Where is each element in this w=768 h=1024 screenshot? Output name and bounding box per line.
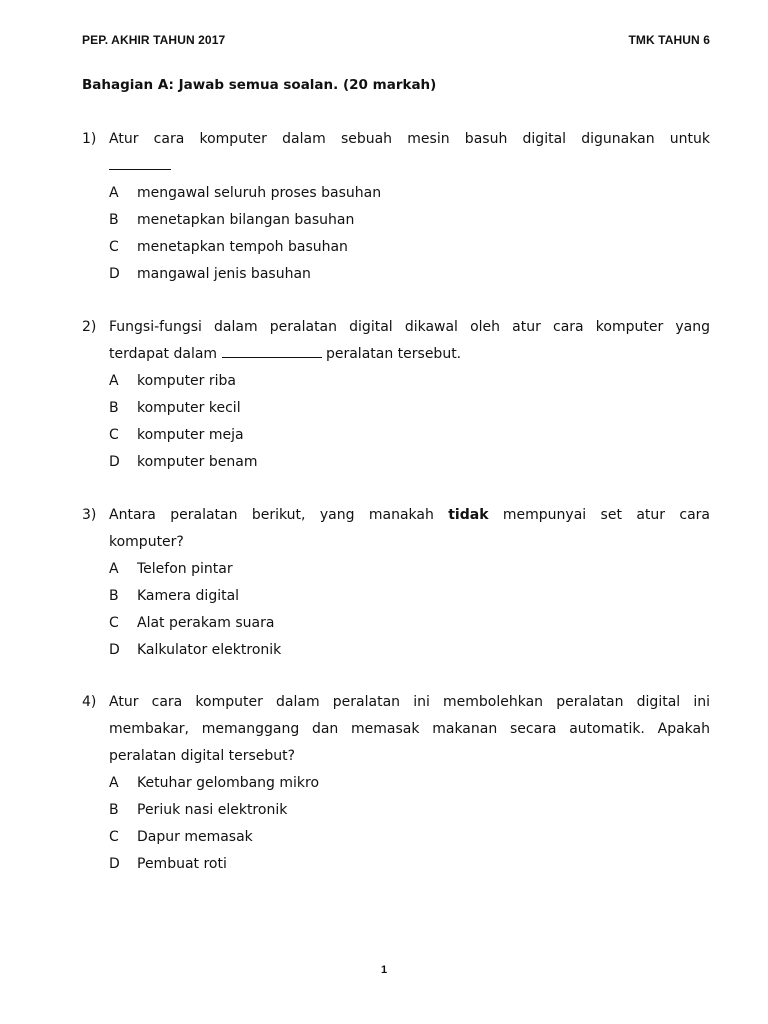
option-b [109, 583, 710, 610]
option-text: komputer riba [137, 373, 236, 389]
question-text: Fungsi-fungsi dalam peralatan digital dikawal oleh atur cara komputer yang [109, 319, 710, 335]
option-letter: A [109, 775, 119, 791]
header-exam-title: PEP. AKHIR TAHUN 2017 [82, 33, 226, 47]
option-text: menetapkan tempoh basuhan [137, 239, 348, 255]
question-text: peralatan digital tersebut? [109, 748, 296, 764]
option-b [109, 797, 710, 824]
question-text: terdapat dalam [109, 346, 218, 362]
question-1 [82, 126, 710, 288]
question-number: 2) [82, 319, 97, 335]
option-letter: A [109, 185, 119, 201]
option-text: Alat perakam suara [137, 615, 275, 631]
option-d [109, 449, 710, 476]
option-text: menetapkan bilangan basuhan [137, 212, 355, 228]
option-a [109, 368, 710, 395]
option-text: komputer benam [137, 454, 258, 470]
option-c [109, 824, 710, 851]
option-letter: C [109, 427, 119, 443]
option-text: mangawal jenis basuhan [137, 266, 311, 282]
option-letter: D [109, 454, 120, 470]
question-text: peralatan tersebut. [325, 346, 462, 362]
option-text: Ketuhar gelombang mikro [137, 775, 320, 791]
option-letter: C [109, 239, 119, 255]
option-letter: A [109, 373, 119, 389]
option-a [109, 770, 710, 797]
option-c [109, 610, 710, 637]
question-number: 3) [82, 507, 97, 523]
option-text: Pembuat roti [137, 856, 227, 872]
option-letter: C [109, 615, 119, 631]
page-number: 1 [380, 964, 388, 976]
option-c [109, 234, 710, 261]
option-c [109, 422, 710, 449]
answer-blank [109, 154, 171, 170]
option-text: Kamera digital [137, 588, 240, 604]
option-letter: D [109, 266, 120, 282]
header-subject: TMK TAHUN 6 [628, 33, 710, 47]
question-number: 4) [82, 694, 97, 710]
option-text: komputer meja [137, 427, 244, 443]
question-4 [82, 689, 710, 878]
option-a [109, 556, 710, 583]
question-number: 1) [82, 131, 97, 147]
option-d [109, 261, 710, 288]
answer-blank [222, 342, 322, 358]
question-text: Atur cara komputer dalam sebuah mesin basuh digital digunakan untuk [109, 131, 710, 147]
question-text: Atur cara komputer dalam peralatan ini membolehkan peralatan digital ini [109, 694, 710, 710]
question-2 [82, 314, 710, 476]
option-text: Kalkulator elektronik [137, 642, 282, 658]
option-letter: D [109, 642, 120, 658]
option-b [109, 207, 710, 234]
option-text: Telefon pintar [137, 561, 233, 577]
section-title: Bahagian A: Jawab semua soalan. (20 markah) [82, 77, 437, 93]
option-letter: A [109, 561, 119, 577]
question-text: membakar, memanggang dan memasak makanan secara automatik. Apakah [109, 721, 710, 737]
emphasis-word: tidak [448, 507, 489, 523]
option-text: komputer kecil [137, 400, 241, 416]
option-letter: B [109, 212, 119, 228]
option-letter: D [109, 856, 120, 872]
option-letter: B [109, 802, 119, 818]
option-d [109, 637, 710, 664]
option-b [109, 395, 710, 422]
option-letter: B [109, 400, 119, 416]
option-text: Dapur memasak [137, 829, 253, 845]
option-text: Periuk nasi elektronik [137, 802, 288, 818]
option-letter: B [109, 588, 119, 604]
question-3 [82, 502, 710, 664]
option-d [109, 851, 710, 878]
option-a [109, 180, 710, 207]
option-text: mengawal seluruh proses basuhan [137, 185, 382, 201]
question-text: Antara peralatan berikut, yang manakah tidak mempunyai set atur cara [109, 507, 711, 523]
option-letter: C [109, 829, 119, 845]
question-text: komputer? [109, 534, 184, 550]
